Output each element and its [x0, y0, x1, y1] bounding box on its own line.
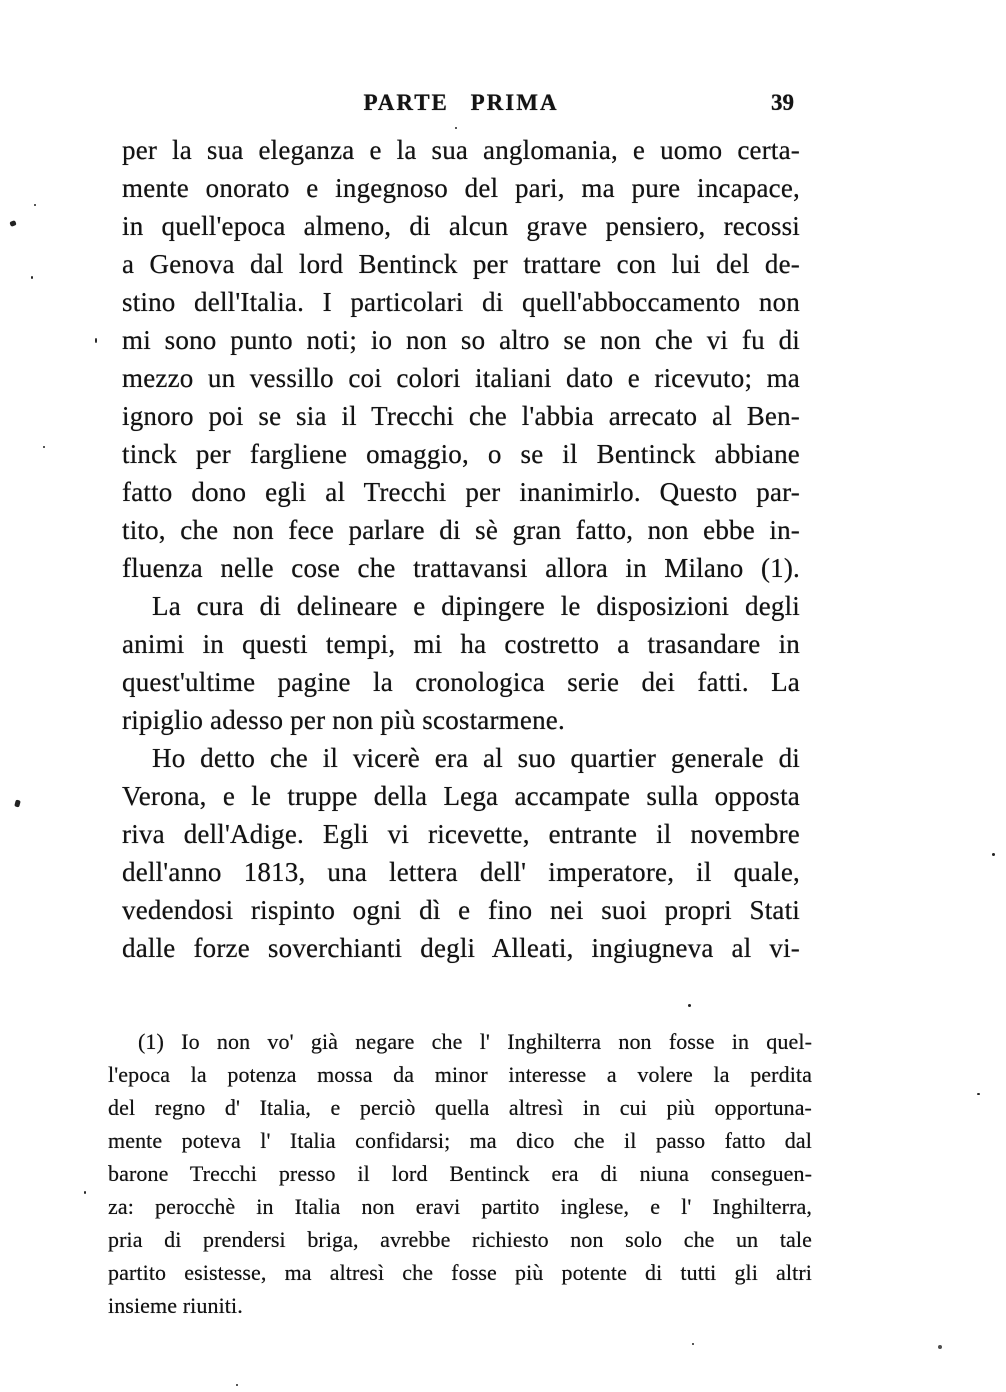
scan-speck — [84, 1191, 86, 1194]
text-line: mente onorato e ingegnoso del pari, ma pure incapace, — [122, 173, 800, 203]
scan-speck — [236, 1384, 238, 1386]
text-line: ripiglio adesso per non più scostarmene. — [122, 705, 565, 735]
scan-speck — [43, 446, 45, 448]
text-line: ignoro poi se sia il Trecchi che l'abbia arrecato al Ben- — [122, 401, 800, 431]
scan-speck — [31, 276, 33, 279]
paragraph — [122, 739, 800, 967]
text-line: fluenza nelle cose che trattavansi allora in Milano (1). — [122, 553, 800, 583]
page-number: 39 — [771, 90, 794, 115]
scan-speck — [692, 1343, 694, 1345]
section-title: PARTE PRIMA — [363, 90, 559, 115]
text-line: riva dell'Adige. Egli vi ricevette, entrante il novembre — [122, 819, 800, 849]
text-line: pria di prendersi briga, avrebbe richiesto non solo che un tale — [108, 1227, 812, 1252]
text-line: tinck per fargliene omaggio, o se il Bentinck abbiane — [122, 439, 800, 469]
text-line: mezzo un vessillo coi colori italiani dato e ricevuto; ma — [122, 363, 800, 393]
scan-speck — [9, 220, 16, 227]
text-line: per la sua eleganza e la sua anglomania, e uomo certa- — [122, 135, 800, 165]
text-line: vedendosi rispinto ogni dì e fino nei suoi propri Stati — [122, 895, 800, 925]
text-line: a Genova dal lord Bentinck per trattare con lui del de- — [122, 249, 800, 279]
scan-speck — [34, 204, 36, 206]
text-line: dell'anno 1813, una lettera dell' imperatore, il quale, — [122, 857, 800, 887]
text-line: za: perocchè in Italia non eravi partito inglese, e l' Inghilterra, — [108, 1194, 812, 1219]
text-line: insieme riuniti. — [108, 1293, 243, 1318]
text-line: tito, che non fece parlare di sè gran fatto, non ebbe in- — [122, 515, 800, 545]
scan-speck — [938, 1345, 942, 1349]
text-line: (1) Io non vo' già negare che l' Inghilterra non fosse in quel- — [138, 1029, 812, 1054]
scan-speck — [992, 853, 995, 856]
scan-speck — [977, 1093, 980, 1095]
text-line: Verona, e le truppe della Lega accampate sulla opposta — [122, 781, 800, 811]
text-line: quest'ultime pagine la cronologica serie dei fatti. La — [122, 667, 800, 697]
text-line: fatto dono egli al Trecchi per inanimirlo. Questo par- — [122, 477, 800, 507]
text-line: in quell'epoca almeno, di alcun grave pensiero, recossi — [122, 211, 800, 241]
text-line: dalle forze soverchianti degli Alleati, ingiugneva al vi- — [122, 933, 800, 963]
text-line: barone Trecchi presso il lord Bentinck era di niuna conseguen- — [108, 1161, 812, 1186]
text-line: l'epoca la potenza mossa da minor interesse a volere la perdita — [108, 1062, 812, 1087]
body-text — [122, 131, 800, 967]
text-line: partito esistesse, ma altresì che fosse più potente di tutti gli altri — [108, 1260, 812, 1285]
scan-speck — [455, 127, 457, 129]
text-line: mi sono punto noti; io non so altro se non che vi fu di — [122, 325, 800, 355]
scan-speck — [14, 799, 21, 807]
text-line: animi in questi tempi, mi ha costretto a trasandare in — [122, 629, 800, 659]
text-line: stino dell'Italia. I particolari di quell'abboccamento non — [122, 287, 800, 317]
text-line: mente poteva l' Italia confidarsi; ma dico che il passo fatto dal — [108, 1128, 812, 1153]
paragraph — [122, 131, 800, 587]
paragraph — [122, 587, 800, 739]
text-line: Ho detto che il vicerè era al suo quartier generale di — [152, 743, 800, 773]
scan-speck — [688, 1004, 691, 1007]
footnote — [108, 1025, 812, 1322]
page-header — [122, 90, 800, 120]
scan-speck — [95, 338, 97, 343]
text-line: La cura di delineare e dipingere le disposizioni degli — [152, 591, 800, 621]
text-line: del regno d' Italia, e perciò quella altresì in cui più opportuna- — [108, 1095, 812, 1120]
